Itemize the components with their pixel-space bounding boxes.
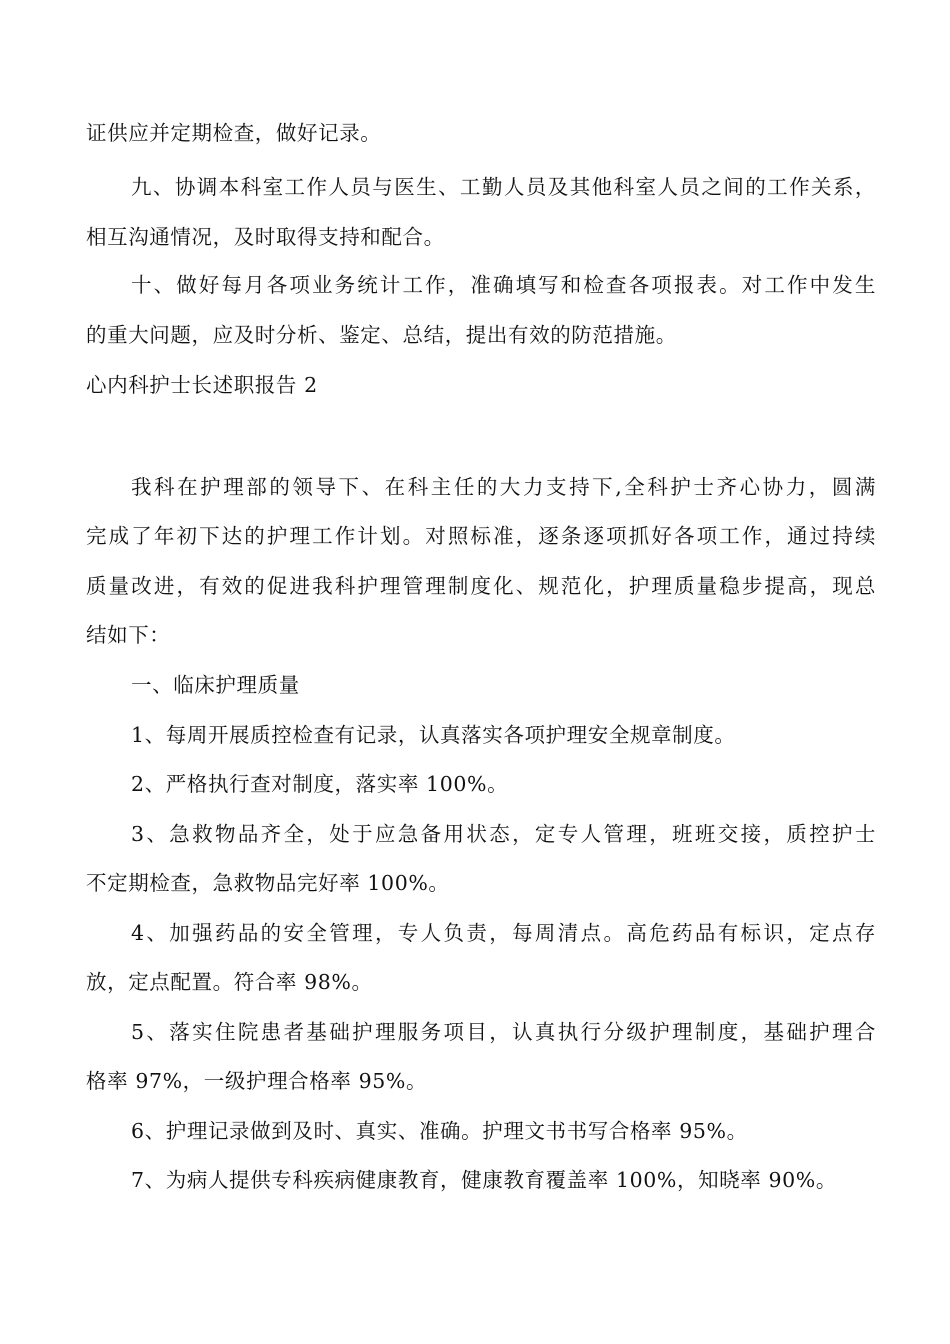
paragraph-line: 不定期检查，急救物品完好率 100%。 xyxy=(86,871,450,895)
paragraph-line: 完成了年初下达的护理工作计划。对照标准，逐条逐项抓好各项工作，通过持续 xyxy=(86,524,876,548)
list-item: 1、每周开展质控检查有记录，认真落实各项护理安全规章制度。 xyxy=(131,723,736,747)
paragraph-line: 格率 97%，一级护理合格率 95%。 xyxy=(86,1069,428,1093)
paragraph-line: 九、协调本科室工作人员与医生、工勤人员及其他科室人员之间的工作关系， xyxy=(131,175,876,199)
list-item: 6、护理记录做到及时、真实、准确。护理文书书写合格率 95%。 xyxy=(131,1119,748,1143)
paragraph-line: 放，定点配置。符合率 98%。 xyxy=(86,970,373,994)
paragraph-line: 质量改进，有效的促进我科护理管理制度化、规范化，护理质量稳步提高，现总 xyxy=(86,574,876,598)
section-heading: 心内科护士长述职报告 2 xyxy=(86,373,318,397)
list-item: 2、严格执行查对制度，落实率 100%。 xyxy=(131,772,509,796)
list-item: 7、为病人提供专科疾病健康教育，健康教育覆盖率 100%，知晓率 90%。 xyxy=(131,1168,837,1192)
paragraph-line: 我科在护理部的领导下、在科主任的大力支持下,全科护士齐心协力，圆满 xyxy=(131,475,876,499)
paragraph-line: 十、做好每月各项业务统计工作，准确填写和检查各项报表。对工作中发生 xyxy=(131,273,876,297)
paragraph-line: 证供应并定期检查，做好记录。 xyxy=(86,121,382,145)
paragraph-line: 结如下： xyxy=(86,623,171,647)
paragraph-line: 相互沟通情况，及时取得支持和配合。 xyxy=(86,225,445,249)
list-item: 3、急救物品齐全，处于应急备用状态，定专人管理，班班交接，质控护士 xyxy=(131,822,876,846)
subsection-heading: 一、临床护理质量 xyxy=(131,673,300,697)
list-item: 4、加强药品的安全管理，专人负责，每周清点。高危药品有标识，定点存 xyxy=(131,921,876,945)
list-item: 5、落实住院患者基础护理服务项目，认真执行分级护理制度，基础护理合 xyxy=(131,1020,876,1044)
paragraph-line: 的重大问题，应及时分析、鉴定、总结，提出有效的防范措施。 xyxy=(86,323,677,347)
